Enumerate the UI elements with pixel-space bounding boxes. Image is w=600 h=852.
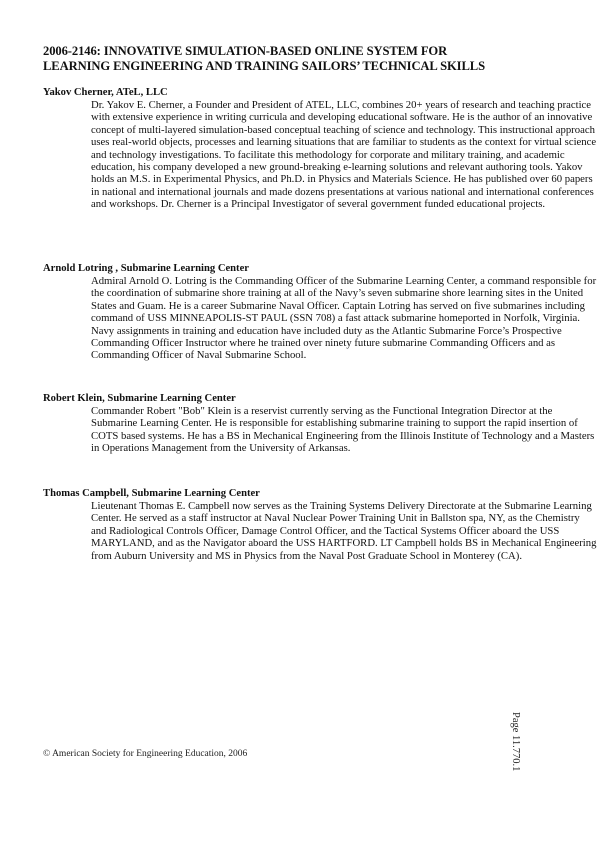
author-bio	[43, 262, 597, 362]
author-bio-text: Dr. Yakov E. Cherner, a Founder and President of ATEL, LLC, combines 20+ years of research and teaching practice with extensive experience in writing curricula and developing educational software. He is the author of an innovative concept of multi-layered simulation-based conceptual teaching of science and technology. This instructional approach uses real-world objects, processes and learning situations that are familiar to students as the context for virtual science and technology investigations. To facilitate this methodology for corporate and military training, and academic education, his company developed a new ground-breaking e-learning solutions and relevant authoring tools. Yakov holds an M.S. in Experimental Physics, and Ph.D. in Physics and Materials Science. He has published over 60 papers in national and international journals and made dozens presentations at various national and international conferences and workshops. Dr. Cherner is a Principal Investigator of several government funded educational projects.	[91, 99, 597, 211]
author-bio-text: Admiral Arnold O. Lotring is the Commanding Officer of the Submarine Learning Center, a command responsible for the coordination of submarine shore training at all of the Navy’s seven submarine shore learning sites in the United States and Guam. He is a career Submarine Naval Officer. Captain Lotring has served on five submarines including command of USS MINNEAPOLIS-ST PAUL (SSN 708) a fast attack submarine homeported in Norfolk, Virginia. Navy assignments in training and education have included duty as the Atlantic Submarine Force’s Prospective Commanding Officer Instructor where he trained over ninety future submarine Commanding Officers and as Commanding Officer of Naval Submarine School.	[91, 275, 597, 362]
page-number: Page 11.770.1	[510, 712, 521, 772]
paper-title	[43, 44, 563, 74]
author-name: Arnold Lotring , Submarine Learning Center	[43, 263, 249, 274]
author-name: Thomas Campbell, Submarine Learning Center	[43, 488, 260, 499]
author-name: Robert Klein, Submarine Learning Center	[43, 393, 236, 404]
author-bio	[43, 392, 595, 455]
paper-title-line-1: 2006-2146: INNOVATIVE SIMULATION-BASED ONLINE SYSTEM FOR	[43, 44, 448, 58]
author-bio	[43, 487, 597, 562]
author-bio-text: Lieutenant Thomas E. Campbell now serves as the Training Systems Delivery Directorate at the Submarine Learning Center. He served as a staff instructor at Naval Nuclear Power Training Unit in Ballston spa, NY, as the Chemistry and Radiological Controls Officer, Damage Control Officer, and the Tactical Systems Officer aboard the USS MARYLAND, and as the Navigator aboard the USS HARTFORD. LT Campbell holds BS in Mechanical Engineering from Auburn University and MS in Physics from the Naval Post Graduate School in Monterey (CA).	[91, 500, 597, 562]
author-bio	[43, 86, 597, 211]
author-name: Yakov Cherner, ATeL, LLC	[43, 87, 168, 98]
author-bio-text: Commander Robert "Bob" Klein is a reservist currently serving as the Functional Integration Director at the Submarine Learning Center. He is responsible for establishing submarine training to support the rapid insertion of COTS based systems. He has a BS in Mechanical Engineering from the Illinois Institute of Technology and a Masters in Operations Management from the University of Arkansas.	[91, 405, 595, 455]
paper-title-line-2: LEARNING ENGINEERING AND TRAINING SAILORS’ TECHNICAL SKILLS	[43, 59, 485, 73]
copyright-footer: © American Society for Engineering Education, 2006	[43, 749, 248, 759]
